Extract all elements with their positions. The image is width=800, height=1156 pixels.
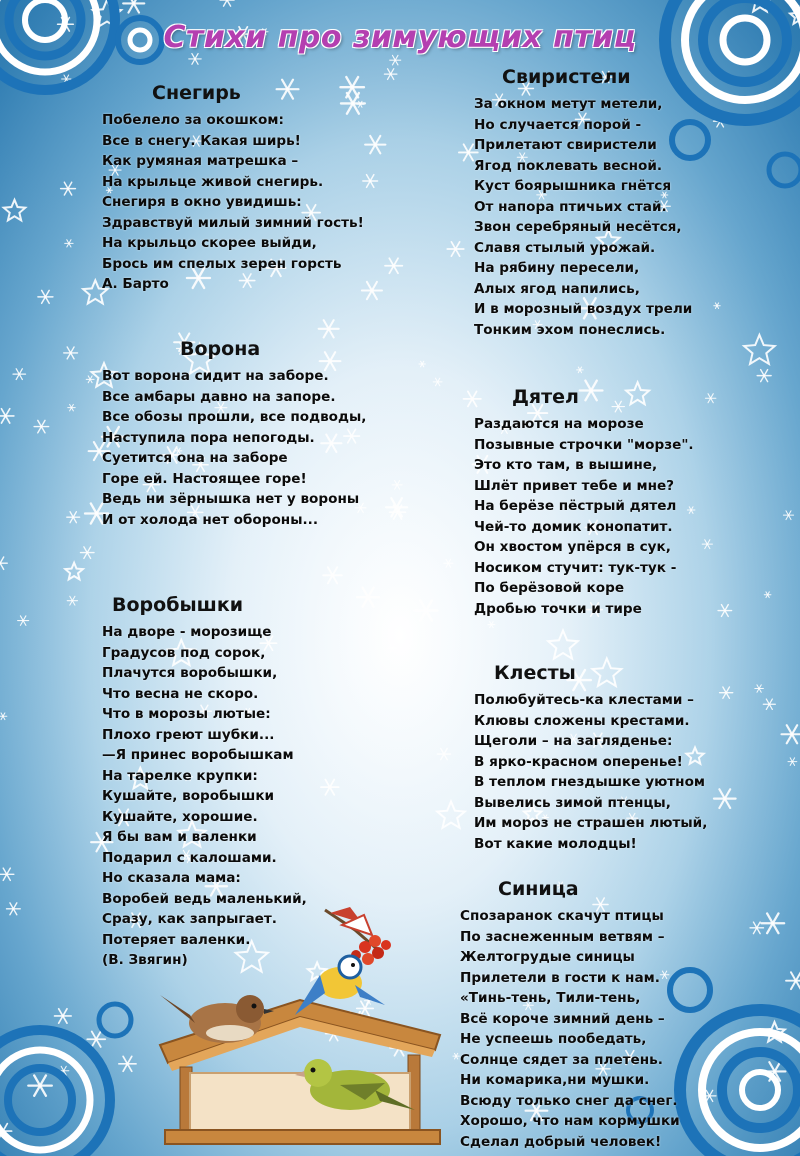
poem-dyatel — [474, 386, 694, 619]
poem-line: Тонким эхом понеслись. — [474, 321, 666, 338]
poem-line: На рябину пересели, — [474, 260, 640, 276]
poem-line: На крыльце живой снегирь. — [102, 173, 324, 190]
poem-line: Щеголи – на загляденье: — [474, 733, 673, 749]
poem-line: Суетится она на заборе — [102, 450, 288, 466]
poem-line: Все в снегу. Какая ширь! — [102, 132, 301, 149]
poem-title: Свиристели — [502, 66, 631, 88]
poem-line: Потеряет валенки. — [102, 931, 251, 948]
poem-line: «Тинь-тень, Тили-тень, — [460, 990, 641, 1006]
poem-title: Снегирь — [152, 82, 241, 104]
poem-line: Это кто там, в вышине, — [474, 457, 658, 473]
poem-line: Солнце сядет за плетень. — [460, 1051, 663, 1068]
poem-lines — [460, 906, 680, 1152]
poem-line: Здравствуй милый зимний гость! — [102, 214, 364, 231]
poem-line: Прилетают свиристели — [474, 137, 657, 153]
poem-line: И от холода нет обороны... — [102, 511, 318, 528]
poem-klesty — [474, 662, 707, 854]
poem-snegir — [102, 82, 364, 295]
poem-lines — [474, 94, 692, 340]
poem-line: Брось им спелых зерен горсть — [102, 255, 342, 272]
poem-line: Плохо греют шубки... — [102, 726, 275, 743]
poem-lines — [474, 690, 707, 854]
poem-line: В теплом гнездышке уютном — [474, 774, 706, 790]
poem-line: И в морозный воздух трели — [474, 301, 693, 317]
poem-line: Славя стылый урожай. — [474, 239, 656, 256]
poem-line: Желтогрудые синицы — [460, 949, 635, 965]
poem-line: Ягод поклевать весной. — [474, 157, 663, 174]
poem-title: Дятел — [512, 386, 579, 408]
poem-line: За окном метут метели, — [474, 96, 663, 112]
poem-line: Ведь ни зёрнышка нет у вороны — [102, 491, 360, 507]
poem-line: Кушайте, хорошие. — [102, 808, 258, 825]
poem-lines — [102, 110, 364, 295]
poem-line: Куст боярышника гнётся — [474, 178, 672, 194]
poem-line: Подарил с калошами. — [102, 849, 277, 866]
poem-vorona — [102, 338, 366, 530]
poem-line: Носиком стучит: тук-тук - — [474, 559, 677, 576]
poem-line: На дворе - морозище — [102, 624, 272, 640]
poem-line: Горе ей. Настоящее горе! — [102, 470, 307, 487]
poem-line: Плачутся воробышки, — [102, 665, 278, 681]
poem-line: Всюду только снег да снег. — [460, 1092, 678, 1109]
poem-line: Все обозы прошли, все подводы, — [102, 409, 367, 425]
page-title: Стихи про зимующих птиц — [163, 20, 637, 55]
poem-line: Но случается порой - — [474, 116, 642, 133]
poem-line: Вот какие молодцы! — [474, 835, 637, 852]
poem-line: Градусов под сорок, — [102, 644, 266, 661]
bird-feeder-illustration — [150, 905, 450, 1150]
poem-line: По заснеженным ветвям – — [460, 928, 665, 945]
poem-line: Побелело за окошком: — [102, 112, 284, 128]
poem-line: В ярко-красном оперенье! — [474, 753, 683, 770]
poem-line: Позывные строчки "морзе". — [474, 436, 694, 453]
poem-sinitsa — [460, 878, 680, 1152]
poem-line: Всё короче зимний день – — [460, 1010, 665, 1027]
rowan-branch-icon — [325, 907, 391, 965]
poem-lines — [474, 414, 694, 619]
poem-line: Шлёт привет тебе и мне? — [474, 477, 675, 494]
poem-line: По берёзовой коре — [474, 580, 625, 596]
poem-title: Ворона — [180, 338, 261, 360]
poem-line: Раздаются на морозе — [474, 416, 644, 432]
poem-line: Что весна не скоро. — [102, 685, 259, 702]
poem-line: Дробью точки и тире — [474, 600, 642, 617]
poem-line: На крыльцо скорее выйди, — [102, 235, 317, 251]
poem-line: Все амбары давно на запоре. — [102, 388, 336, 405]
poem-line: Им мороз не страшен лютый, — [474, 815, 708, 831]
poem-line: Я бы вам и валенки — [102, 829, 257, 845]
poem-line: Полюбуйтесь-ка клестами – — [474, 692, 694, 708]
poem-line: На тарелке крупки: — [102, 767, 258, 784]
poem-line: На берёзе пёстрый дятел — [474, 498, 677, 514]
poem-line: Воробей ведь маленький, — [102, 890, 307, 907]
poem-line: Прилетели в гости к нам. — [460, 969, 660, 986]
poem-lines — [102, 366, 366, 530]
poem-line: Звон серебряный несётся, — [474, 219, 682, 235]
poem-line: Но сказала мама: — [102, 870, 241, 886]
poem-line: —Я принес воробышкам — [102, 747, 294, 763]
poem-line: Хорошо, что нам кормушки — [460, 1113, 680, 1129]
poem-line: От напора птичьих стай. — [474, 198, 667, 215]
poem-line: Сразу, как запрыгает. — [102, 911, 277, 927]
poem-sviristeli — [474, 66, 692, 340]
poem-line: Алых ягод напились, — [474, 280, 640, 297]
poem-line: Не успеешь пообедать, — [460, 1031, 647, 1047]
poem-line: А. Барто — [102, 276, 169, 292]
poem-line: Как румяная матрешка – — [102, 153, 299, 169]
poem-line: Кушайте, воробышки — [102, 788, 275, 804]
poem-line: Чей-то домик конопатит. — [474, 518, 673, 535]
poem-line: Снегиря в окно увидишь: — [102, 194, 302, 210]
poem-line: Вот ворона сидит на заборе. — [102, 368, 329, 384]
poem-line: Он хвостом упёрся в сук, — [474, 539, 671, 555]
poem-line: Что в морозы лютые: — [102, 706, 271, 722]
poem-line: Ни комарика,ни мушки. — [460, 1072, 650, 1088]
poem-line: Клювы сложены крестами. — [474, 712, 690, 729]
poem-title: Воробышки — [112, 594, 244, 616]
poem-line: (В. Звягин) — [102, 952, 188, 968]
poem-title: Синица — [498, 878, 579, 900]
poem-title: Клесты — [494, 662, 576, 684]
poem-line: Наступила пора непогоды. — [102, 429, 315, 446]
poem-line: Вывелись зимой птенцы, — [474, 794, 671, 811]
poem-line: Спозаранок скачут птицы — [460, 908, 664, 924]
poem-line: Сделал добрый человек! — [460, 1133, 662, 1150]
